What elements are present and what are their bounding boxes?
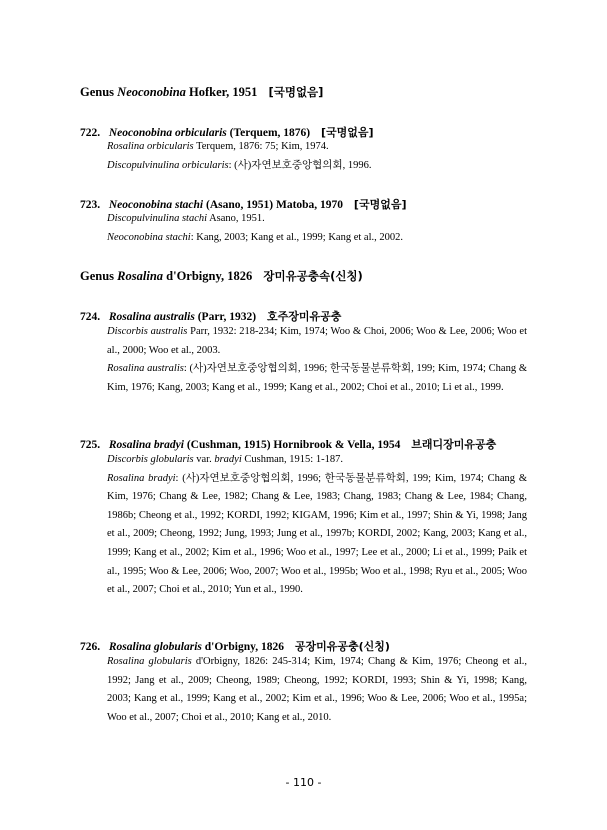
- entry-723-heading: 723. Neoconobina stachi (Asano, 1951) Matoba, 1970 [국명없음]: [80, 198, 407, 211]
- synonym-line: Rosalina australis: (사)자연보호중앙협의회, 1996; 한국동물분류학회, 199; Kim, 1974; Chang & Kim, 1976; Kang, 2003; Kang et al., 1999; Kang et al., 2002; Choi et al., 2010; Li et al., 1999.: [107, 363, 527, 393]
- entry-722-synonyms: [107, 138, 527, 175]
- synonym-line: Neoconobina stachi: Kang, 2003; Kang et al., 1999; Kang et al., 2002.: [107, 231, 403, 243]
- synonym-line: Discopulvinulina stachi Asano, 1951.: [107, 213, 265, 224]
- entry-722-heading: 722. Neoconobina orbicularis (Terquem, 1876) [국명없음]: [80, 126, 374, 139]
- entry-724-heading: 724. Rosalina australis (Parr, 1932) 호주장미유공충: [80, 310, 342, 323]
- synonym-line: Rosalina orbicularis Terquem, 1876: 75; Kim, 1974.: [107, 141, 329, 152]
- synonym-line: Discorbis globularis var. bradyi Cushman, 1915: 1-187.: [107, 454, 343, 465]
- page-number: - 110 -: [285, 776, 322, 789]
- synonym-line: Rosalina globularis d'Orbigny, 1826: 245-314; Kim, 1974; Chang & Kim, 1976; Cheong et al., 1992; Jang et al., 2009; Cheong, 1989; Cheong, 1992; KORDI, 1993; Shin & Yi, 1998; Kang, 2003; Kang et al., 1999; Kang et al., 2002; Kim et al., 1996; Woo & Lee, 2006; Woo et al., 1995a; Woo et al., 2007; Choi et al., 2010; Kang et al., 2010.: [107, 656, 527, 723]
- entry-723-synonyms: [107, 210, 527, 247]
- entry-725-synonyms: [107, 451, 527, 600]
- synonym-line: Discopulvinulina orbicularis: (사)자연보호중앙협의회, 1996.: [107, 159, 372, 171]
- synonym-line: Rosalina bradyi: (사)자연보호중앙협의회, 1996; 한국동물분류학회, 199; Kim, 1974; Chang & Kim, 1976; Chang & Lee, 1982; Chang & Lee, 1983; Chang, 1983; Chang & Lee, 1984; Chang, 1986b; Cheong et al., 1992; KORDI, 1992; KIGAM, 1996; Kim et al., 1997; Shin & Yi, 1998; Jang et al., 2009; Cheong, 1992; Jung, 1993; Jung et al., 1997b; KORDI, 2002; Kang, 2003; Kang et al., 1999; Kang et al., 2002; Kim et al., 1996; Woo et al., 1997; Lee et al., 2000; Li et al., 1999; Paik et al., 1995; Woo & Lee, 2006; Woo, 2007; Woo et al., 1995b; Woo et al., 1998; Ryu et al., 2005; Woo et al., 2007; Choi et al., 2010; Yun et al., 1990.: [107, 472, 528, 596]
- entry-726-synonyms: [107, 653, 527, 727]
- entry-725-heading: 725. Rosalina bradyi (Cushman, 1915) Hornibrook & Vella, 1954 브래디장미유공충: [80, 438, 497, 451]
- entry-724-synonyms: [107, 323, 527, 397]
- genus-heading-rosalina: Genus Rosalina d'Orbigny, 1826 장미유공충속(신칭): [80, 269, 363, 283]
- synonym-line: Discorbis australis Parr, 1932: 218-234; Kim, 1974; Woo & Choi, 2006; Woo & Lee, 2006; Woo et al., 2000; Woo et al., 2003.: [107, 326, 527, 356]
- entry-726-heading: 726. Rosalina globularis d'Orbigny, 1826 공장미유공충(신칭): [80, 640, 390, 653]
- genus-heading-neoconobina: Genus Neoconobina Hofker, 1951 [국명없음]: [80, 85, 324, 99]
